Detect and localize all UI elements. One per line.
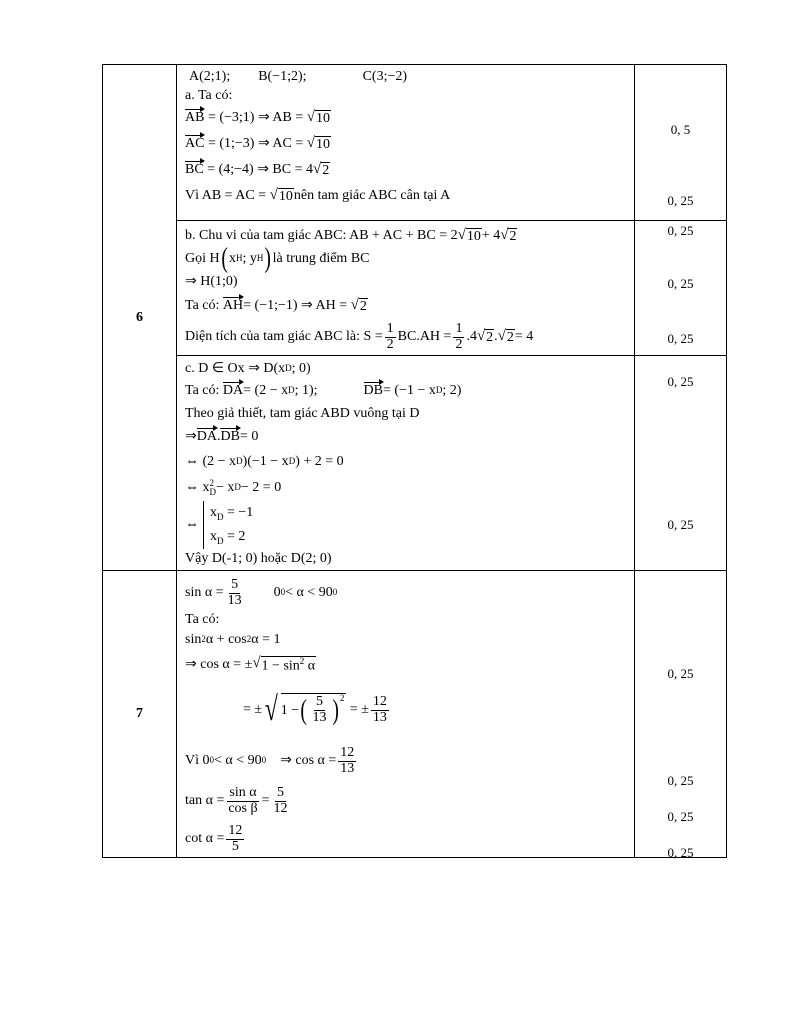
- q6c-row: [103, 356, 727, 571]
- score: 0, 25: [667, 223, 694, 238]
- score: 0, 5: [670, 122, 691, 137]
- tan-line: tan α = $\frac{\text{sin α}}{\text{cos β}}$ = $\frac{5}{12}$: [185, 784, 288, 816]
- da-db-line: Ta có: DA = (2 − x D ; 1); DB = (−1 − x D ; 2): [185, 383, 462, 399]
- question-number: 7: [103, 571, 177, 858]
- q6b-work: [177, 221, 635, 356]
- vector-line-bc: BC = (4;−4) ⇒ BC = 4 √ 2: [185, 160, 330, 178]
- points-cell: [635, 65, 727, 221]
- intro-text: a. Ta có:: [185, 88, 233, 104]
- question-number: 6: [103, 65, 177, 571]
- points-cell: [635, 356, 727, 571]
- q6c-work: [177, 356, 635, 571]
- points-cell: [635, 571, 727, 858]
- hypothesis-line: Theo giả thiết, tam giác ABD vuông tại D: [185, 406, 420, 422]
- cot-line: cot α = $\frac{12}{5}$: [185, 822, 243, 854]
- conclusion-c: Vậy D(-1; 0) hoặc D(2; 0): [185, 551, 332, 567]
- equation-line-2: ⇔ x 2 D − x D − 2 = 0: [185, 478, 282, 497]
- solution-system: ⇔ $x_D = -1$ $x_D = 2$: [185, 501, 628, 549]
- d-on-ox-line: c. D ∈ Ox ⇒ D(x D ; 0): [185, 361, 311, 377]
- q6a-row: [103, 65, 727, 221]
- perimeter-line: b. Chu vi của tam giác ABC: AB + AC + BC = 2 √ 10 + 4 √ 2: [185, 226, 517, 244]
- equation-line-1: ⇔ (2 − x D )(−1 − x D ) + 2 = 0: [185, 454, 344, 470]
- score: 0, 25: [667, 845, 694, 860]
- ah-line: Ta có: AH = (−1;−1) ⇒ AH = √ 2: [185, 296, 367, 314]
- pythagorean-line: sin 2 α + cos 2 α = 1: [185, 632, 281, 648]
- score: 0, 25: [667, 773, 694, 788]
- ta-co: Ta có:: [185, 612, 220, 628]
- answer-table: [102, 64, 727, 858]
- cos-line-2: = ± √ 1 − ( $\frac{5}{13}$ ) $^2$ = ± $\frac{12}{13}$: [243, 691, 387, 728]
- area-line: Diện tích của tam giác ABC là: S = $\frac{1}{2}$ BC.AH = $\frac{1}{2}$ .4 √ 2 . √ 2 = 4: [185, 320, 534, 352]
- dot-product-line: ⇒ DA . DB = 0: [185, 429, 259, 445]
- score: 0, 25: [667, 666, 694, 681]
- conclusion-a: Vì AB = AC = √ 10 nên tam giác ABC cân tại A: [185, 186, 451, 204]
- score: 0, 25: [667, 809, 694, 824]
- score: 0, 25: [667, 276, 694, 291]
- q7-row: [103, 571, 727, 858]
- points-line: A(2;1); B(−1;2); C(3;−2): [189, 69, 408, 85]
- q6a-work: [177, 65, 635, 221]
- sin-line: sin α = $\frac{5}{13}$ 0 0 < α < 90 0: [185, 576, 338, 608]
- score: 0, 25: [667, 331, 694, 346]
- score: 0, 25: [667, 193, 694, 208]
- vector-line-ab: AB = (−3;1) ⇒ AB = √ 10: [185, 108, 330, 126]
- q6b-row: [103, 221, 727, 356]
- q7-work: [177, 571, 635, 858]
- score: 0, 25: [667, 374, 694, 389]
- vector-line-ac: AC = (1;−3) ⇒ AC = √ 10: [185, 134, 330, 152]
- score: 0, 25: [667, 517, 694, 532]
- midpoint-line: Gọi H ( x H ; y H ) là trung điểm BC: [185, 243, 370, 274]
- points-cell: [635, 221, 727, 356]
- vi-line: Vì 0 0 < α < 90 0 ⇒ cos α = $\frac{12}{13}$: [185, 744, 355, 776]
- cos-line-1: ⇒ cos α = ± √ $1 - \sin^2 \alpha$: [185, 654, 316, 674]
- h-line: ⇒ H(1;0): [185, 274, 238, 290]
